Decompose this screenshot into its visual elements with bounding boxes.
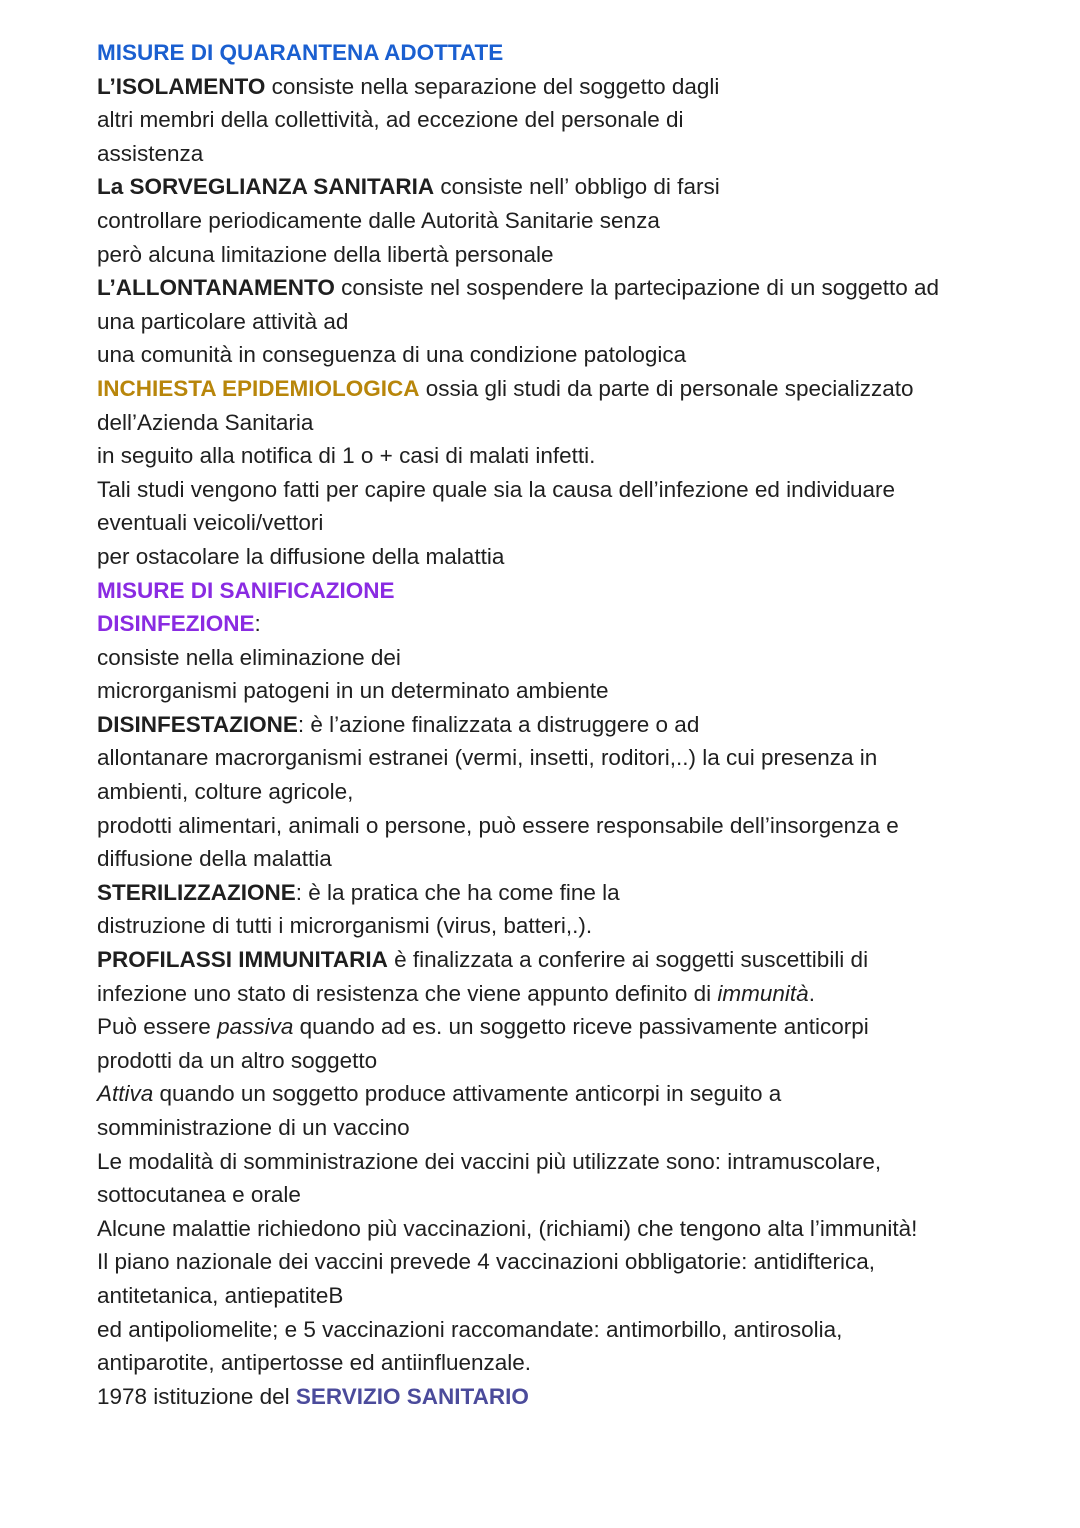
text-disinfezione-2: microrganismi patogeni in un determinato ambiente bbox=[97, 678, 609, 704]
paragraph-disinfestazione-line1 bbox=[97, 708, 1057, 742]
text-piano-2: antitetanica, antiepatiteB bbox=[97, 1282, 344, 1308]
text-piano-1: Il piano nazionale dei vaccini prevede 4 vaccinazioni obbligatorie: antidifterica, bbox=[97, 1249, 875, 1275]
term-sterilizzazione: STERILIZZAZIONE bbox=[97, 879, 296, 905]
text-disinfestazione-2: allontanare macrorganismi estranei (vermi, insetti, roditori,..) la cui presenza in bbox=[97, 745, 878, 771]
text-piano-4: antiparotite, antipertosse ed antiinfluenzale. bbox=[97, 1350, 532, 1376]
term-profilassi-immunitaria: PROFILASSI IMMUNITARIA bbox=[97, 947, 388, 973]
text-disinfezione-colon: : bbox=[254, 611, 261, 637]
paragraph-inchiesta-line1 bbox=[97, 372, 1057, 406]
heading-misure-quarantena: MISURE DI QUARANTENA ADOTTATE bbox=[97, 40, 504, 65]
text-disinfestazione-3: ambienti, colture agricole, bbox=[97, 779, 354, 805]
text-sorveglianza-2: controllare periodicamente dalle Autorità Sanitarie senza bbox=[97, 207, 660, 233]
text-immunita-italic: immunità bbox=[717, 980, 809, 1006]
text-disinfestazione-1: : è l’azione finalizzata a distruggere o ad bbox=[297, 711, 700, 737]
text-inchiesta-5: eventuali veicoli/vettori bbox=[97, 510, 324, 536]
heading-disinfezione: DISINFEZIONE bbox=[97, 611, 255, 637]
text-disinfestazione-4: prodotti alimentari, animali o persone, può essere responsabile dell’insorgenza e bbox=[97, 812, 899, 838]
heading-servizio-sanitario: SERVIZIO SANITARIO bbox=[295, 1383, 529, 1409]
text-profilassi-1: è finalizzata a conferire ai soggetti suscettibili di bbox=[387, 947, 869, 973]
text-inchiesta-1: ossia gli studi da parte di personale specializzato bbox=[419, 375, 914, 401]
term-sorveglianza-sanitaria: SORVEGLIANZA SANITARIA bbox=[129, 174, 435, 200]
text-profilassi-2c: . bbox=[808, 980, 815, 1006]
text-modalita-1: Le modalità di somministrazione dei vaccini più utilizzate sono: intramuscolare, bbox=[97, 1148, 882, 1174]
text-sterilizzazione-1: : è la pratica che ha come fine la bbox=[295, 879, 620, 905]
heading-misure-sanificazione: MISURE DI SANIFICAZIONE bbox=[97, 577, 395, 603]
text-attiva-2: somministrazione di un vaccino bbox=[97, 1115, 410, 1140]
paragraph-attiva-line1 bbox=[97, 1077, 1057, 1111]
text-inchiesta-2: dell’Azienda Sanitaria bbox=[97, 409, 314, 435]
text-attiva-b: quando un soggetto produce attivamente anticorpi in seguito a bbox=[153, 1081, 782, 1107]
text-inchiesta-4: Tali studi vengono fatti per capire quale sia la causa dell’infezione ed individuare bbox=[97, 476, 896, 502]
text-ssn-a: 1978 istituzione del bbox=[97, 1383, 296, 1409]
text-sorveglianza-1: consiste nell’ obbligo di farsi bbox=[434, 174, 720, 200]
paragraph-sterilizzazione-line1 bbox=[97, 876, 1057, 910]
text-profilassi-2a: infezione uno stato di resistenza che viene appunto definito di bbox=[97, 980, 718, 1006]
text-allontanamento-1: consiste nel sospendere la partecipazione di un soggetto ad bbox=[334, 275, 940, 301]
paragraph-allontanamento-line1 bbox=[97, 271, 1057, 305]
paragraph-passiva-line1 bbox=[97, 1010, 1057, 1044]
text-disinfestazione-5: diffusione della malattia bbox=[97, 846, 332, 872]
text-piano-3: ed antipoliomelite; e 5 vaccinazioni raccomandate: antimorbillo, antirosolia, bbox=[97, 1316, 843, 1342]
text-passiva-italic: passiva bbox=[217, 1014, 294, 1040]
paragraph-ssn bbox=[97, 1380, 1057, 1414]
text-passiva-2: prodotti da un altro soggetto bbox=[97, 1047, 378, 1073]
heading-inchiesta-epidemiologica: INCHIESTA EPIDEMIOLOGICA bbox=[97, 375, 420, 401]
paragraph-profilassi-line2 bbox=[97, 977, 1057, 1011]
text-richiami: Alcune malattie richiedono più vaccinazioni, (richiami) che tengono alta l’immunità! bbox=[97, 1215, 918, 1241]
text-inchiesta-3: in seguito alla notifica di 1 o + casi di malati infetti. bbox=[97, 443, 596, 469]
text-allontanamento-2: una particolare attività ad bbox=[97, 308, 349, 334]
term-disinfestazione: DISINFESTAZIONE bbox=[97, 711, 298, 737]
term-allontanamento: L’ALLONTANAMENTO bbox=[97, 275, 335, 301]
text-sorveglianza-lead: La bbox=[97, 174, 130, 200]
paragraph-profilassi-line1 bbox=[97, 943, 1057, 977]
text-modalita-2: sottocutanea e orale bbox=[97, 1182, 301, 1208]
term-isolamento: L’ISOLAMENTO bbox=[97, 73, 266, 99]
text-attiva-italic: Attiva bbox=[97, 1081, 154, 1107]
text-sorveglianza-3: però alcuna limitazione della libertà personale bbox=[97, 241, 554, 267]
text-passiva-a: Può essere bbox=[97, 1014, 218, 1040]
text-disinfezione-1: consiste nella eliminazione dei bbox=[97, 644, 401, 670]
text-allontanamento-3: una comunità in conseguenza di una condizione patologica bbox=[97, 342, 687, 368]
text-isolamento-1: consiste nella separazione del soggetto dagli bbox=[265, 73, 720, 99]
paragraph-disinfezione-line1 bbox=[97, 607, 1057, 641]
document-page bbox=[97, 36, 1057, 1413]
text-sterilizzazione-2: distruzione di tutti i microrganismi (virus, batteri,.). bbox=[97, 913, 593, 939]
text-inchiesta-6: per ostacolare la diffusione della malattia bbox=[97, 543, 505, 569]
text-passiva-c: quando ad es. un soggetto riceve passivamente anticorpi bbox=[293, 1014, 869, 1040]
text-isolamento-3: assistenza bbox=[97, 140, 204, 166]
text-isolamento-2: altri membri della collettività, ad eccezione del personale di bbox=[97, 107, 684, 133]
paragraph-isolamento-line1 bbox=[97, 70, 1057, 104]
paragraph-sorveglianza-line1 bbox=[97, 170, 1057, 204]
